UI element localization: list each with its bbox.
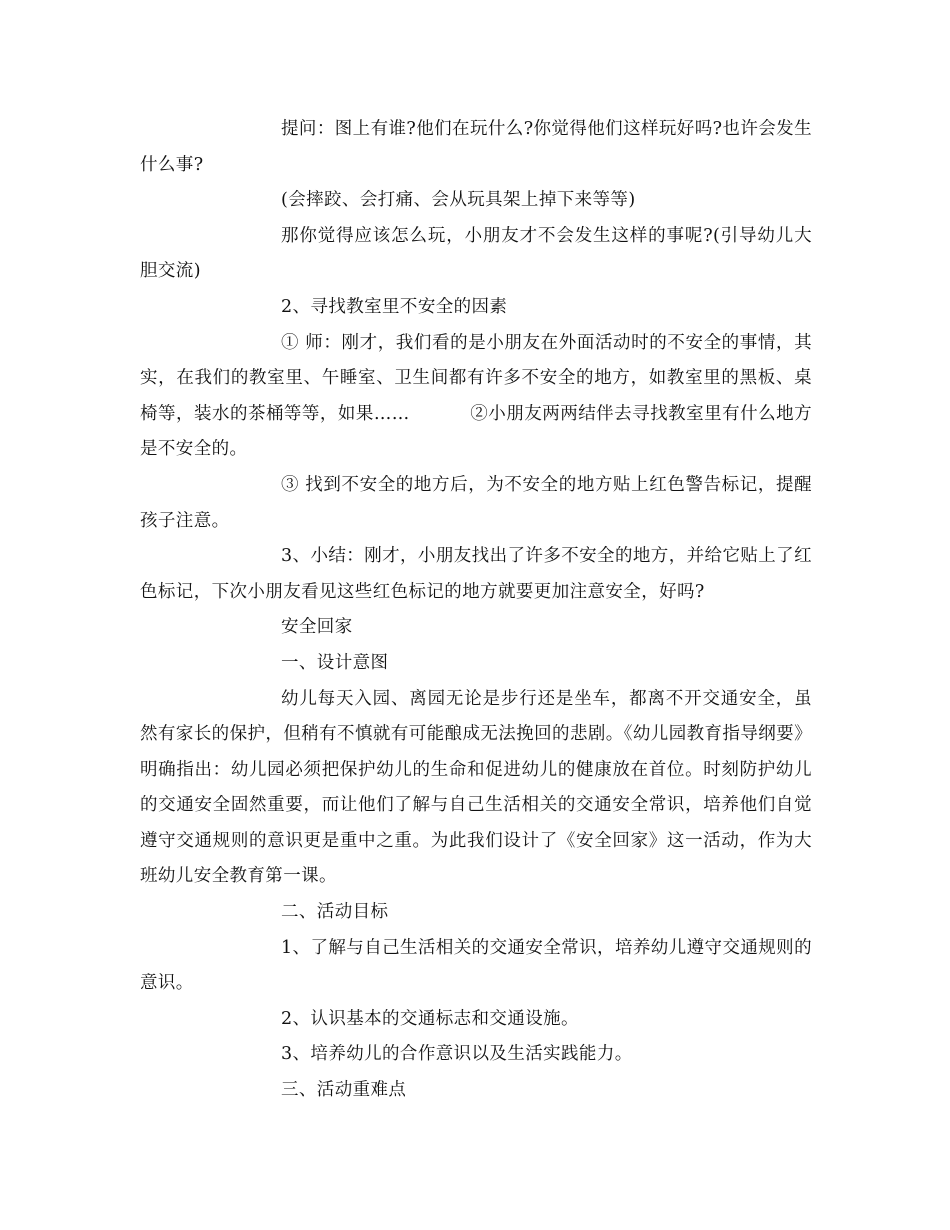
goal-item-2: 2、认识基本的交通标志和交通设施。 bbox=[281, 1008, 579, 1029]
section-heading-design-intent: 一、设计意图 bbox=[281, 652, 389, 673]
document-body bbox=[140, 112, 812, 1109]
section-heading-key-points: 三、活动重难点 bbox=[281, 1080, 407, 1101]
paragraph-question: 提问：图上有谁?他们在玩什么?你觉得他们这样玩好吗?也许会发生什么事? bbox=[140, 119, 812, 175]
section-heading-find-unsafe: 2、寻找教室里不安全的因素 bbox=[281, 296, 508, 317]
paragraph-guide: 那你觉得应该怎么玩，小朋友才不会发生这样的事呢?(引导幼儿大胆交流) bbox=[140, 225, 812, 282]
section-heading-goals: 二、活动目标 bbox=[281, 902, 389, 923]
paragraph-design-intent: 幼儿每天入园、离园无论是步行还是坐车，都离不开交通安全，虽然有家长的保护，但稍有不慎就有可能酿成无法挽回的悲剧。《幼儿园教育指导纲要》明确指出：幼儿园必须把保护幼儿的生命和促进幼儿的健康放在首位。时刻防护幼儿的交通安全固然重要，而让他们了解与自己生活相关的交通安全常识，培养他们自觉遵守交通规则的意识更是重中之重。为此我们设计了《安全回家》这一活动，作为大班幼儿安全教育第一课。 bbox=[140, 688, 812, 887]
paragraph-step-1-2: ① 师：刚才，我们看的是小朋友在外面活动时的不安全的事情，其实，在我们的教室里、午睡室、卫生间都有许多不安全的地方，如教室里的黑板、桌椅等，装水的茶桶等等，如果…… ②小朋友两两结伴去寻找教室里有什么地方是不安全的。 bbox=[140, 332, 812, 460]
paragraph-answers: (会摔跤、会打痛、会从玩具架上掉下来等等) bbox=[281, 190, 636, 211]
goal-item-3: 3、培养幼儿的合作意识以及生活实践能力。 bbox=[281, 1044, 633, 1065]
paragraph-step-3: ③ 找到不安全的地方后，为不安全的地方贴上红色警告标记，提醒孩子注意。 bbox=[140, 474, 812, 531]
paragraph-summary: 3、小结：刚才，小朋友找出了许多不安全的地方，并给它贴上了红色标记，下次小朋友看见这些红色标记的地方就要更加注意安全，好吗? bbox=[140, 546, 812, 602]
goal-item-1: 1、了解与自己生活相关的交通安全常识，培养幼儿遵守交通规则的意识。 bbox=[140, 937, 812, 994]
lesson-title: 安全回家 bbox=[281, 617, 353, 638]
